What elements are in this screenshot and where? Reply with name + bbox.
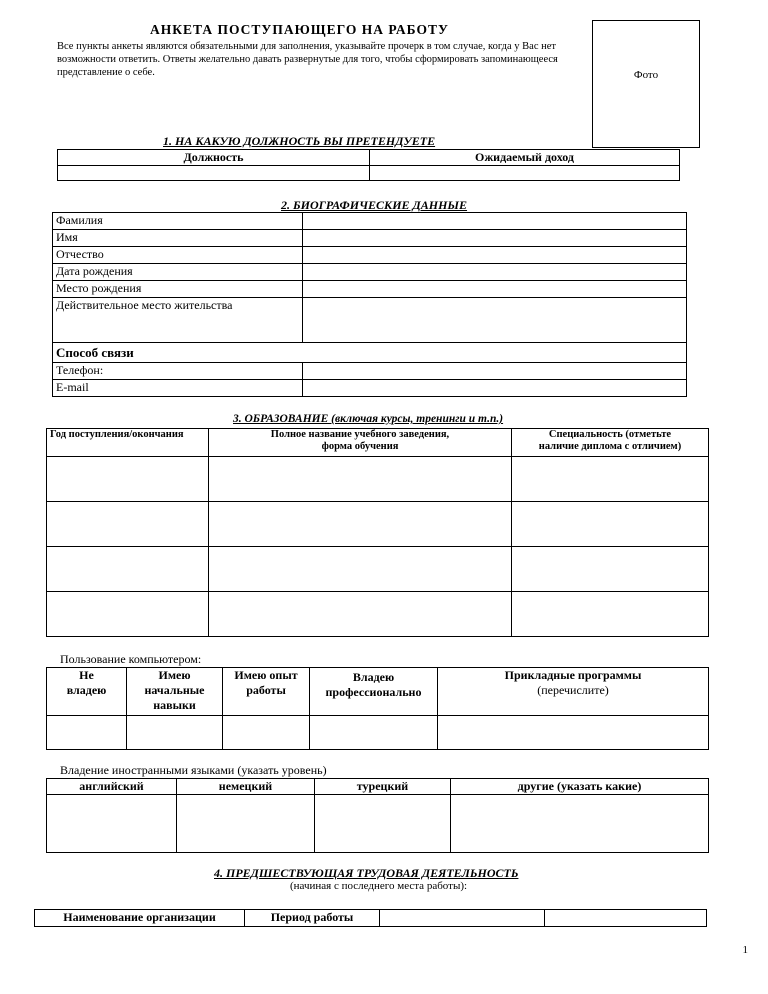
contact-input-phone[interactable] — [303, 363, 687, 380]
photo-label: Фото — [633, 69, 659, 81]
form-title: АНКЕТА ПОСТУПАЮЩЕГО НА РАБОТУ — [150, 22, 449, 37]
bio-input-residence[interactable] — [303, 298, 687, 343]
languages-label: Владение иностранными языками (указать уровень) — [60, 763, 327, 777]
computer-col-experienced: Имею опыт работы — [223, 668, 310, 716]
bio-input-surname[interactable] — [303, 213, 687, 230]
contact-heading: Способ связи — [53, 343, 687, 363]
position-input[interactable] — [58, 166, 370, 181]
lang-col-others: другие (указать какие) — [451, 779, 709, 795]
edu-cell[interactable] — [209, 547, 512, 592]
position-table — [57, 149, 680, 181]
bio-label-birthplace: Место рождения — [53, 281, 303, 298]
bio-label-name: Имя — [53, 230, 303, 247]
edu-cell[interactable] — [512, 457, 709, 502]
edu-cell[interactable] — [512, 502, 709, 547]
bio-label-residence: Действительное место жительства — [53, 298, 303, 343]
bio-input-birthplace[interactable] — [303, 281, 687, 298]
bio-input-patronymic[interactable] — [303, 247, 687, 264]
section-4-subheading: (начиная с последнего места работы): — [290, 880, 468, 892]
lang-col-turkish: турецкий — [315, 779, 451, 795]
section-3-heading: 3. ОБРАЗОВАНИЕ (включая курсы, тренинги и т.п.) — [233, 413, 504, 425]
lang-cell[interactable] — [451, 795, 709, 853]
lang-col-english: английский — [47, 779, 177, 795]
lang-cell[interactable] — [47, 795, 177, 853]
bio-input-name[interactable] — [303, 230, 687, 247]
page-number: 1 — [742, 944, 748, 956]
edu-cell[interactable] — [512, 547, 709, 592]
education-table — [46, 428, 709, 637]
computer-table — [46, 667, 709, 750]
section-2-heading: 2. БИОГРАФИЧЕСКИЕ ДАННЫЕ — [281, 198, 468, 212]
computer-cell[interactable] — [223, 716, 310, 750]
section-1-heading: 1. НА КАКУЮ ДОЛЖНОСТЬ ВЫ ПРЕТЕНДУЕТЕ — [163, 134, 436, 148]
edu-cell[interactable] — [47, 592, 209, 637]
computer-col-basic: Имею начальные навыки — [127, 668, 223, 716]
bio-table — [52, 212, 687, 397]
bio-input-birthdate[interactable] — [303, 264, 687, 281]
edu-cell[interactable] — [47, 457, 209, 502]
computer-label: Пользование компьютером: — [60, 652, 202, 666]
lang-cell[interactable] — [315, 795, 451, 853]
income-input[interactable] — [370, 166, 680, 181]
computer-cell[interactable] — [438, 716, 709, 750]
contact-input-email[interactable] — [303, 380, 687, 397]
work-col-period: Период работы — [245, 910, 380, 927]
computer-cell[interactable] — [127, 716, 223, 750]
computer-col-professional: Владею профессионально — [310, 668, 438, 716]
edu-cell[interactable] — [512, 592, 709, 637]
work-cell[interactable] — [545, 910, 707, 927]
languages-table — [46, 778, 709, 853]
edu-cell[interactable] — [209, 457, 512, 502]
computer-col-applications: Прикладные программы (перечислите) — [438, 668, 709, 716]
edu-col-specialty: Специальность (отметьте наличие диплома с отличием) — [512, 429, 709, 457]
edu-cell[interactable] — [209, 592, 512, 637]
computer-cell[interactable] — [310, 716, 438, 750]
section-4-heading: 4. ПРЕДШЕСТВУЮЩАЯ ТРУДОВАЯ ДЕЯТЕЛЬНОСТЬ — [214, 866, 519, 880]
edu-col-institution: Полное название учебного заведения, форма обучения — [209, 429, 512, 457]
bio-label-birthdate: Дата рождения — [53, 264, 303, 281]
lang-col-german: немецкий — [177, 779, 315, 795]
col-income: Ожидаемый доход — [370, 150, 680, 166]
computer-cell[interactable] — [47, 716, 127, 750]
photo-box — [592, 20, 700, 148]
work-table — [34, 909, 707, 927]
edu-cell[interactable] — [209, 502, 512, 547]
contact-label-email: E-mail — [53, 380, 303, 397]
edu-cell[interactable] — [47, 547, 209, 592]
form-intro: Все пункты анкеты являются обязательными для заполнения, указывайте прочерк в том случае, когда у Вас нет возможности ответить. Ответы желательно давать развернутые для того, чтобы сформировать запоминающееся представление о себе. — [57, 41, 558, 78]
lang-cell[interactable] — [177, 795, 315, 853]
computer-col-none: Не владею — [47, 668, 127, 716]
contact-label-phone: Телефон: — [53, 363, 303, 380]
edu-col-years: Год поступления/окончания — [47, 429, 209, 457]
work-cell[interactable] — [380, 910, 545, 927]
bio-label-surname: Фамилия — [53, 213, 303, 230]
work-col-org: Наименование организации — [35, 910, 245, 927]
edu-cell[interactable] — [47, 502, 209, 547]
col-position: Должность — [58, 150, 370, 166]
bio-label-patronymic: Отчество — [53, 247, 303, 264]
